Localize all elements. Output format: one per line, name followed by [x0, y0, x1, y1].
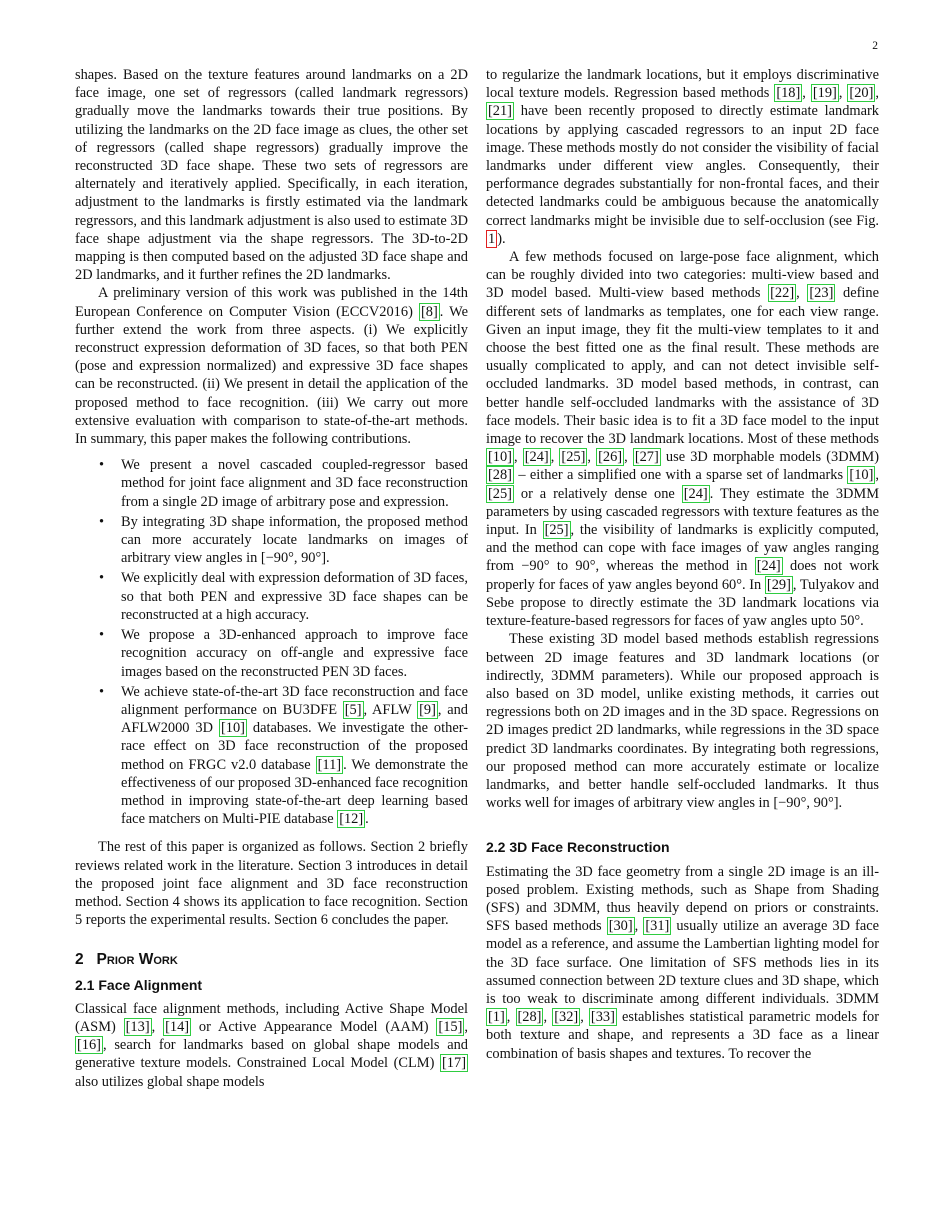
- text: .: [365, 811, 369, 828]
- text: ,: [796, 285, 808, 302]
- text: ,: [587, 449, 597, 466]
- text: . We demonstrate the effectiveness of our proposed 3D-enhanced face recognition method in improving state-of-the-art deep learning based face matchers on Multi-PIE database: [121, 756, 469, 828]
- paragraph: [486, 863, 879, 1063]
- paragraph: The rest of this paper is organized as follows. Section 2 briefly reviews related work in the literature. Section 3 introduces in detail the proposed joint face alignment and 3D face reconstruction method. Section 4 shows its application to face recognition. Section 5 reports the experimental results. Section 6 concludes the paper.: [75, 839, 468, 929]
- text: establishes statistical parametric models for both texture and shape, and represents a 3D face as a linear combination of basis shapes and textures. To recover the: [486, 1009, 880, 1062]
- citation-link[interactable]: [8]: [420, 303, 438, 320]
- citation-link[interactable]: [23]: [809, 285, 834, 302]
- citation-link[interactable]: [21]: [488, 103, 512, 120]
- subsection-heading: 2.2 3D Face Reconstruction: [486, 839, 670, 856]
- text: or a relatively dense one: [513, 485, 682, 502]
- paragraph: [486, 66, 879, 248]
- text: ).: [497, 230, 506, 247]
- citation-link[interactable]: [10]: [488, 449, 512, 466]
- citation-link[interactable]: [17]: [442, 1055, 466, 1072]
- citation-link[interactable]: [12]: [339, 811, 364, 828]
- citation-link[interactable]: [14]: [165, 1018, 190, 1035]
- citation-link[interactable]: [9]: [419, 701, 436, 718]
- list-item: • We present a novel cascaded coupled-regressor based method for joint face alignment and 3D face reconstruction from a single 2D image of arbitrary pose and expression.: [121, 456, 468, 511]
- list-item: • We explicitly deal with expression deformation of 3D faces, so that both PEN and expressive 3D face shapes can be reconstructed at a high accuracy.: [121, 569, 468, 624]
- citation-link[interactable]: [30]: [608, 918, 633, 935]
- citation-link[interactable]: [33]: [590, 1009, 615, 1026]
- citation-link[interactable]: [25]: [544, 522, 569, 539]
- citation-link[interactable]: [24]: [524, 449, 549, 466]
- paragraph: [486, 248, 879, 630]
- citation-link[interactable]: [28]: [517, 1009, 542, 1026]
- text: – either a simplified one with a sparse set of landmarks: [513, 467, 848, 484]
- text: or Active Appearance Model (AAM): [191, 1018, 437, 1035]
- text: define different sets of landmarks as templates, one for each view range. Given an input image, they fit the multi-view templates to it and choose the best fitted one as the final result. These methods are usually complicated to apply, and can not detect invisible self-occluded landmarks. 3D model based methods, in contrast, can better handle self-occluded landmarks with the assistance of 3D face models. Their basic idea is to fit a 3D face model to the input image to recover the 3D landmark locations. Most of these methods: [486, 285, 879, 448]
- text: ,: [624, 449, 633, 466]
- paragraph: [75, 284, 468, 448]
- page-number: 2: [872, 40, 878, 52]
- text: ,: [802, 85, 811, 102]
- citation-link[interactable]: [5]: [344, 701, 362, 718]
- text: A preliminary version of this work was published in the 14th European Conference on Computer Vision (ECCV2016): [75, 285, 468, 320]
- right-column: [486, 66, 879, 1063]
- citation-link[interactable]: [26]: [598, 449, 623, 466]
- text: use 3D morphable models (3DMM): [660, 449, 879, 466]
- text: A few methods focused on large-pose face alignment, which can be roughly divided into two categories: multi-view based and 3D model based. Multi-view based methods: [486, 249, 879, 302]
- contributions-list: [75, 456, 468, 828]
- figure-reference-link[interactable]: 1: [488, 230, 496, 247]
- citation-link[interactable]: [28]: [488, 467, 512, 484]
- citation-link[interactable]: [20]: [849, 85, 874, 102]
- text: Classical face alignment methods, including Active Shape Model (ASM): [75, 1000, 468, 1035]
- citation-link[interactable]: [31]: [645, 918, 670, 935]
- citation-link[interactable]: [10]: [220, 720, 245, 737]
- text: . We further extend the work from three aspects. (i) We explicitly reconstruct expression deformation of 3D faces, so that both PEN (pose and expression normalized) and expressive 3D face shapes can be reconstructed. (ii) We present in detail the application of the proposed method to face recognition. (iii) We carry out more extensive evaluation with comparison to state-of-the-art methods. In summary, this paper makes the following contributions.: [75, 303, 468, 448]
- citation-link[interactable]: [16]: [77, 1037, 101, 1054]
- citation-link[interactable]: [29]: [766, 576, 791, 593]
- citation-link[interactable]: [22]: [770, 285, 795, 302]
- text: ,: [151, 1018, 164, 1035]
- citation-link[interactable]: [24]: [756, 558, 781, 575]
- text: ,: [875, 467, 879, 484]
- citation-link[interactable]: [27]: [634, 449, 659, 466]
- text: ,: [543, 1009, 553, 1026]
- text: , AFLW: [363, 701, 418, 718]
- section-heading: [75, 951, 468, 969]
- text: ,: [875, 85, 879, 102]
- text: , Tulyakov and Sebe propose to directly estimate the 3D landmark locations via texture-feature-based regressors for faces of yaw angles upto 50°.: [486, 576, 879, 630]
- citation-link[interactable]: [15]: [438, 1018, 463, 1035]
- left-column: [75, 66, 468, 1091]
- citation-link[interactable]: [25]: [561, 449, 586, 466]
- text: ,: [513, 449, 523, 466]
- citation-link[interactable]: [10]: [849, 467, 874, 484]
- citation-link[interactable]: [11]: [317, 756, 342, 773]
- text: have been recently proposed to directly estimate landmark locations by applying cascaded regressors to an input 2D face image. These methods mostly do not consider the visibility of facial landmarks under different view angles. Consequently, their performance degrades substantially for non-frontal faces, and their detected landmarks could be ambiguous because the anatomically correct landmarks might be invisible due to self-occlusion (see Fig.: [486, 103, 879, 229]
- text: , and AFLW2000 3D: [121, 701, 468, 737]
- text: ,: [506, 1009, 516, 1026]
- subsection-heading: 2.1 Face Alignment: [75, 976, 203, 993]
- paragraph: [75, 1000, 468, 1091]
- list-item: • We propose a 3D-enhanced approach to improve face recognition accuracy on off-angle and expressive face images based on the reconstructed PEN 3D faces.: [121, 626, 468, 681]
- section-number: 2: [75, 951, 84, 969]
- text: We achieve state-of-the-art 3D face reconstruction and face alignment performance on BU3DFE: [121, 683, 468, 718]
- text: also utilizes global shape models: [75, 1073, 265, 1090]
- citation-link[interactable]: [32]: [554, 1009, 579, 1026]
- list-item: [121, 683, 468, 829]
- citation-link[interactable]: [19]: [812, 85, 837, 102]
- text: Estimating the 3D face geometry from a single 2D image is an ill-posed problem. Existing methods, such as Shape from Shading (SFS) and 3DMM, thus heavily depend on priors or constraints. SFS based methods: [486, 863, 879, 935]
- text: does not work properly for faces of yaw angles beyond 60°. In: [486, 558, 879, 593]
- citation-link[interactable]: [18]: [776, 85, 801, 102]
- text: ,: [634, 918, 644, 935]
- list-item: • By integrating 3D shape information, the proposed method can more accurately locate landmarks on images of arbitrary view angles in [−90°, 90°].: [121, 513, 468, 568]
- text: to regularize the landmark locations, but it employs discriminative local texture models. Regression based methods: [486, 67, 879, 102]
- citation-link[interactable]: [13]: [125, 1018, 150, 1035]
- text: ,: [580, 1009, 589, 1026]
- text: , search for landmarks based on global shape models and generative texture models. Constrained Local Model (CLM): [75, 1037, 468, 1072]
- citation-link[interactable]: [25]: [488, 485, 512, 502]
- section-title: Prior Work: [96, 951, 178, 969]
- text: ,: [550, 449, 560, 466]
- text: . They estimate the 3DMM parameters by using cascaded regressors with texture features as the input. In: [486, 485, 879, 539]
- text: , the visibility of landmarks is explicitly computed, and the method can cope with face images of yaw angles ranging from −90° to 90°, whereas the method in: [486, 522, 879, 575]
- text: ,: [464, 1018, 468, 1035]
- text: databases. We investigate the other-race effect on 3D face reconstruction of the proposed method on FRGC v2.0 database: [121, 720, 469, 773]
- citation-link[interactable]: [24]: [683, 485, 708, 502]
- text: ,: [838, 85, 848, 102]
- citation-link[interactable]: [1]: [488, 1009, 505, 1026]
- paragraph: These existing 3D model based methods establish regressions between 2D image features and 3D landmark locations (or indirectly, 3DMM parameters). While our proposed approach is also based on 3D model, unlike existing methods, it carries out regressions both on 2D images and in the 3D space. Regressions on 2D images predict 2D landmarks, while regressions in the 3D space predict 3D landmarks coordinates. By integrating both regressions, our proposed method can more accurately estimate or localize landmarks, and better handle self-occluded landmarks. It thus works well for images of arbitrary view angles in [−90°, 90°].: [486, 631, 879, 812]
- paragraph: shapes. Based on the texture features around landmarks on a 2D face image, one set of regressors (called landmark regressors) gradually move the landmarks towards their true positions. By utilizing the landmarks on the 2D face image as clues, the other set of regressors (called shape regressors) gradually improve the reconstructed 3D face shape. These two sets of regressors are alternately and iteratively applied. Specifically, in each iteration, adjustment to the landmarks is firstly estimated via the landmark regressors, and this landmark adjustment is also used to estimate 3D face shape adjustment via the shape regressors. The 3D-to-2D mapping is then computed based on the adjusted 3D face shape and 2D landmarks, and it further refines the 2D landmarks.: [75, 67, 468, 284]
- text: usually utilize an average 3D face model as a reference, and assume the Lambertian lighting model for the 3D face surface. One limitation of SFS methods lies in its assumed connection between 2D texture clues and 3D shape, which is too weak to discriminate among different individuals. 3DMM: [486, 918, 879, 1007]
